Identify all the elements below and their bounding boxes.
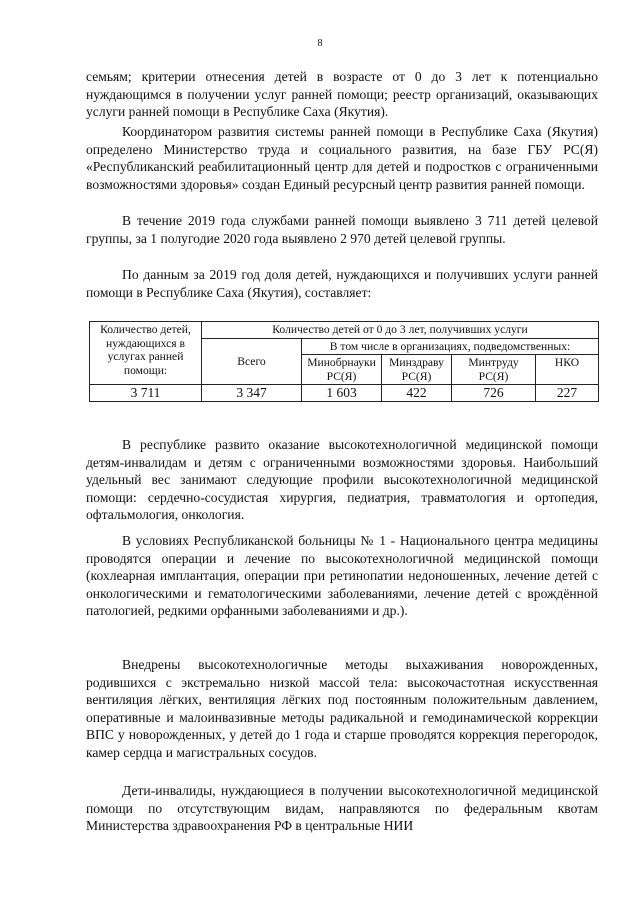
header-total: Всего [202,338,302,385]
header-minobrnauki: Минобрнауки РС(Я) [302,355,382,385]
paragraph-5: В республике развито оказание высокотехнологичной медицинской помощи детям-инвалидам и детям с ограниченными возможностями здоровья. Наибольший удельный вес занимают следующие профили высокотехнологичной медицинской помощи: сердечно-сосудистая хирургия, педиатрия, травматология и ортопедия, офтальмология, онкология. [86,437,598,523]
paragraph-7: Внедрены высокотехнологичные методы выхаживания новорожденных, родившихся с экстремально низкой массой тела: высокочастотная искусственная вентиляция лёгких, вентиляция лёгких под постоянным положительным давлением, оперативные и малоинвазивные методы радикальной и гемодинамической коррекции ВПС у новорожденных, у детей до 1 года и старше проводятся коррекция перегородок, камер сердца и магистральных сосудов. [86,657,598,760]
early-help-table [89,321,599,402]
header-nko: НКО [536,355,599,385]
header-need: Количество детей, нуждающихся в услугах ранней помощи: [90,322,202,385]
cell-total: 3 347 [202,385,302,402]
page-number: 8 [317,38,323,49]
paragraph-8: Дети-инвалиды, нуждающиеся в получении высокотехнологичной медицинской помощи по отсутствующим видам, направляются по федеральным квотам Министерства здравоохранения РФ в центральные НИИ [86,783,598,834]
header-received: Количество детей от 0 до 3 лет, получивших услуги [202,322,599,339]
header-mintrud: Минтруду РС(Я) [452,355,536,385]
cell-mintrud: 726 [452,385,536,402]
paragraph-1: семьям; критерии отнесения детей в возрасте от 0 до 3 лет к потенциально нуждающимся в получении услуг ранней помощи; реестр организаций, оказывающих услуги ранней помощи в Республике Саха (Якутия). [86,69,598,120]
cell-minobrnauki: 1 603 [302,385,382,402]
paragraph-4: По данным за 2019 год доля детей, нуждающихся и получивших услуги ранней помощи в Республике Саха (Якутия), составляет: [86,267,598,300]
paragraph-6: В условиях Республиканской больницы № 1 - Национального центра медицины проводятся операции и лечение по высокотехнологичной медицинской помощи (кохлеарная имплантация, операции при ретинопатии недоношенных, лечение детей с онкологическими и гематологическими заболеваниями, лечение детей с врождённой патологией, редкими орфанными заболеваниями и др.). [86,533,598,619]
paragraph-2: Координатором развития системы ранней помощи в Республике Саха (Якутия) определено Министерство труда и социального развития, на базе ГБУ РС(Я) «Республиканский реабилитационный центр для детей и подростков с ограниченными возможностями здоровья» создан Единый ресурсный центр развития ранней помощи. [86,124,598,192]
header-orgs: В том числе в организациях, подведомственных: [302,338,599,355]
header-minzdrav: Минздраву РС(Я) [382,355,452,385]
cell-minzdrav: 422 [382,385,452,402]
paragraph-3: В течение 2019 года службами ранней помощи выявлено 3 711 детей целевой группы, за 1 полугодие 2020 года выявлено 2 970 детей целевой группы. [86,213,598,246]
cell-nko: 227 [536,385,599,402]
cell-need: 3 711 [90,385,202,402]
